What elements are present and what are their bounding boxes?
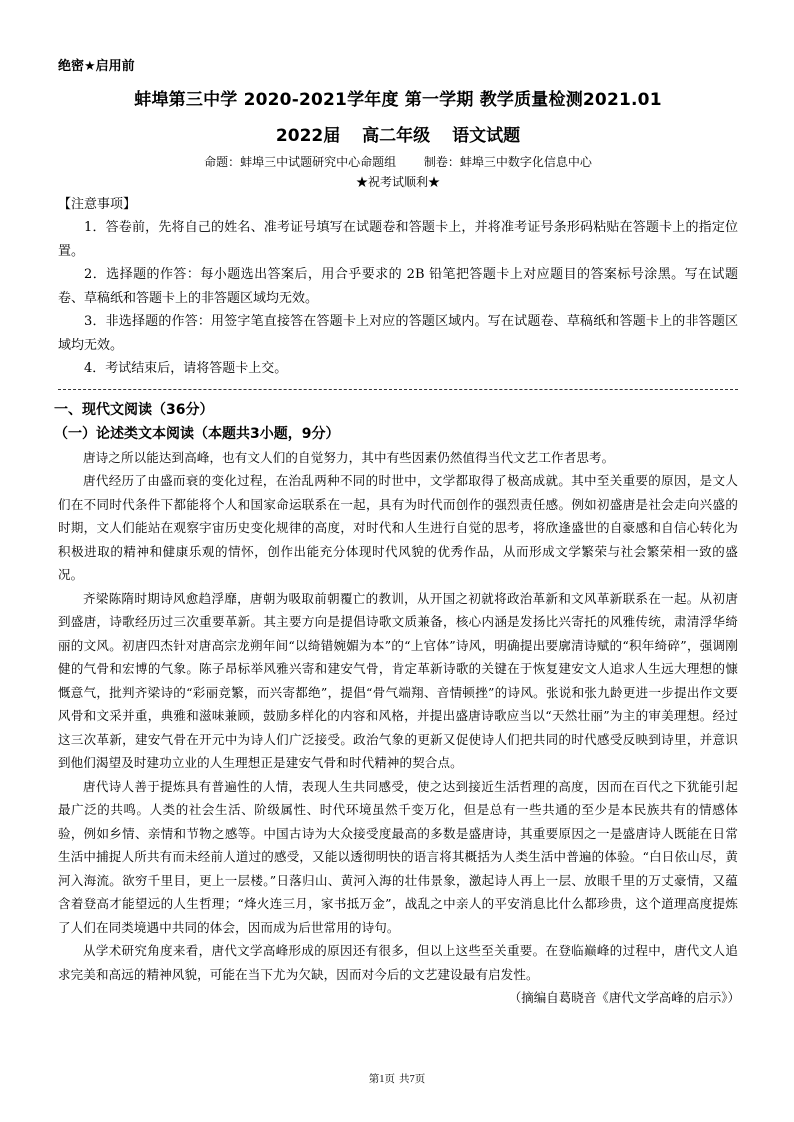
exam-title: 蚌埠第三中学 2020-2021学年度 第一学期 教学质量检测2021.01 <box>134 90 662 110</box>
article-paragraph: 唐诗之所以能达到高峰，也有文人们的自觉努力，其中有些因素仍然值得当代文艺工作者思考。 <box>83 449 615 465</box>
secret-mark: 绝密★启用前 <box>58 59 135 74</box>
page-total: 共7页 <box>399 1074 426 1085</box>
notice-heading: 【注意事项】 <box>58 197 137 212</box>
notice-item: 2．选择题的作答：每小题选出答案后，用合乎要求的 2B 铅笔把答题卡上对应题目的答案标号涂黑。写在试题卷、草稿纸和答题卡上的非答题区域均无效。 <box>58 267 738 306</box>
article-source: （摘编自葛晓音《唐代文学高峰的启示》） <box>508 990 740 1005</box>
section-subtitle: （一）论述类文本阅读（本题共3小题，9分） <box>54 425 340 442</box>
section-title: 一、现代文阅读（36分） <box>54 401 214 418</box>
page-footer <box>0 1072 794 1088</box>
article-paragraph: 从学术研究角度来看，唐代文学高峰形成的原因还有很多，但以上这些至关重要。在登临巅峰的过程中，唐代文人追求完美和高远的精神风貌，可能在当下尤为欠缺，因而对今后的文艺建设最有启发性。 <box>58 943 738 982</box>
article-paragraph: 齐梁陈隋时期诗风愈趋浮靡，唐朝为吸取前朝覆亡的教训，从开国之初就将政治革新和文风革新联系在一起。从初唐到盛唐，诗歌经历过三次重要革新。其主要方向是提倡诗歌文质兼备，核心内涵是发扬比兴寄托的风雅传统，肃清浮华绮丽的文风。初唐四杰针对唐高宗龙朔年间“以绮错婉媚为本”的“上官体”诗风，明确提出要廓清诗赋的“积年绮碎”，强调刚健的气骨和宏博的气象。陈子昂标举风雅兴寄和建安气骨，肯定革新诗歌的关键在于恢复建安文人追求人生远大理想的慷慨意气，批判齐梁诗的“彩丽竞繁，而兴寄都绝”，提倡“骨气端翔、音情顿挫”的诗风。张说和张九龄更进一步提出作文要风骨和文采并重，典雅和滋味兼顾，鼓励多样化的内容和风格，并提出盛唐诗歌应当以“天然壮丽”为主的审美理想。经过这三次革新，建安气骨在开元中为诗人们广泛接受。政治气象的更新又促使诗人们把共同的时代感受反映到诗里，并意识到他们渴望及时建功立业的人生理想正是建安气骨和时代精神的契合点。 <box>58 590 738 770</box>
article-paragraph: 唐代诗人善于提炼具有普遍性的人情，表现人生共同感受，使之达到接近生活哲理的高度，因而在百代之下犹能引起最广泛的共鸣。人类的社会生活、阶级属性、时代环境虽然千变万化，但是总有一些共通的至少是本民族共有的情感体验，例如乡情、亲情和节物之感等。中国古诗为大众接受度最高的多数是盛唐诗，其重要原因之一是盛唐诗人既能在日常生活中捕捉人所共有而未经前人道过的感受，又能以透彻明快的语言将其概括为人类生活中普遍的体验。“白日依山尽，黄河入海流。欲穷千里目，更上一层楼。”日落归山、黄河入海的壮伟景象，激起诗人再上一层、放眼千里的万丈豪情，又蕴含着登高才能望远的人生哲理；“烽火连三月，家书抵万金”，战乱之中亲人的平安消息比什么都珍贵，这个道理高度提炼了人们在同类境遇中共同的体会，因而成为后世常用的诗句。 <box>58 778 738 935</box>
credit-proposer: 命题：蚌埠三中试题研究中心命题组 <box>204 155 397 169</box>
exam-subtitle: 2022届 高二年级 语文试题 <box>275 126 521 146</box>
page-number: 第1页 <box>368 1074 395 1085</box>
credits <box>58 152 738 172</box>
notice-item: 3．非选择题的作答：用签字笔直接答在答题卡上对应的答题区域内。写在试题卷、草稿纸和答题卡上的非答题区域均无效。 <box>58 314 738 353</box>
notice-item: 1．答卷前，先将自己的姓名、准考证号填写在试题卷和答题卡上，并将准考证号条形码粘贴在答题卡上的指定位置。 <box>58 220 738 259</box>
good-luck-wish: ★祝考试顺利★ <box>355 175 440 189</box>
notice-list <box>58 216 738 381</box>
article-paragraph: 唐代经历了由盛而衰的变化过程，在治乱两种不同的时世中，文学都取得了极高成就。其中至关重要的原因，是文人们在不同时代条件下都能将个人和国家命运联系在一起，具有为时代而创作的强烈责任感。例如初盛唐是社会走向兴盛的时期，文人们能站在观察宇宙历史变化规律的高度，对时代和人生进行自觉的思考，将欣逢盛世的自豪感和自信心转化为积极进取的精神和健康乐观的情怀，创作出能充分体现时代风貌的优秀作品，从而形成文学繁荣与社会繁荣相一致的盛况。 <box>58 473 738 582</box>
dashed-divider <box>58 389 738 390</box>
notice-item: 4．考试结束后，请将答题卡上交。 <box>84 361 288 376</box>
reading-article <box>58 446 738 987</box>
credit-producer: 制卷：蚌埠三中数字化信息中心 <box>423 155 592 169</box>
